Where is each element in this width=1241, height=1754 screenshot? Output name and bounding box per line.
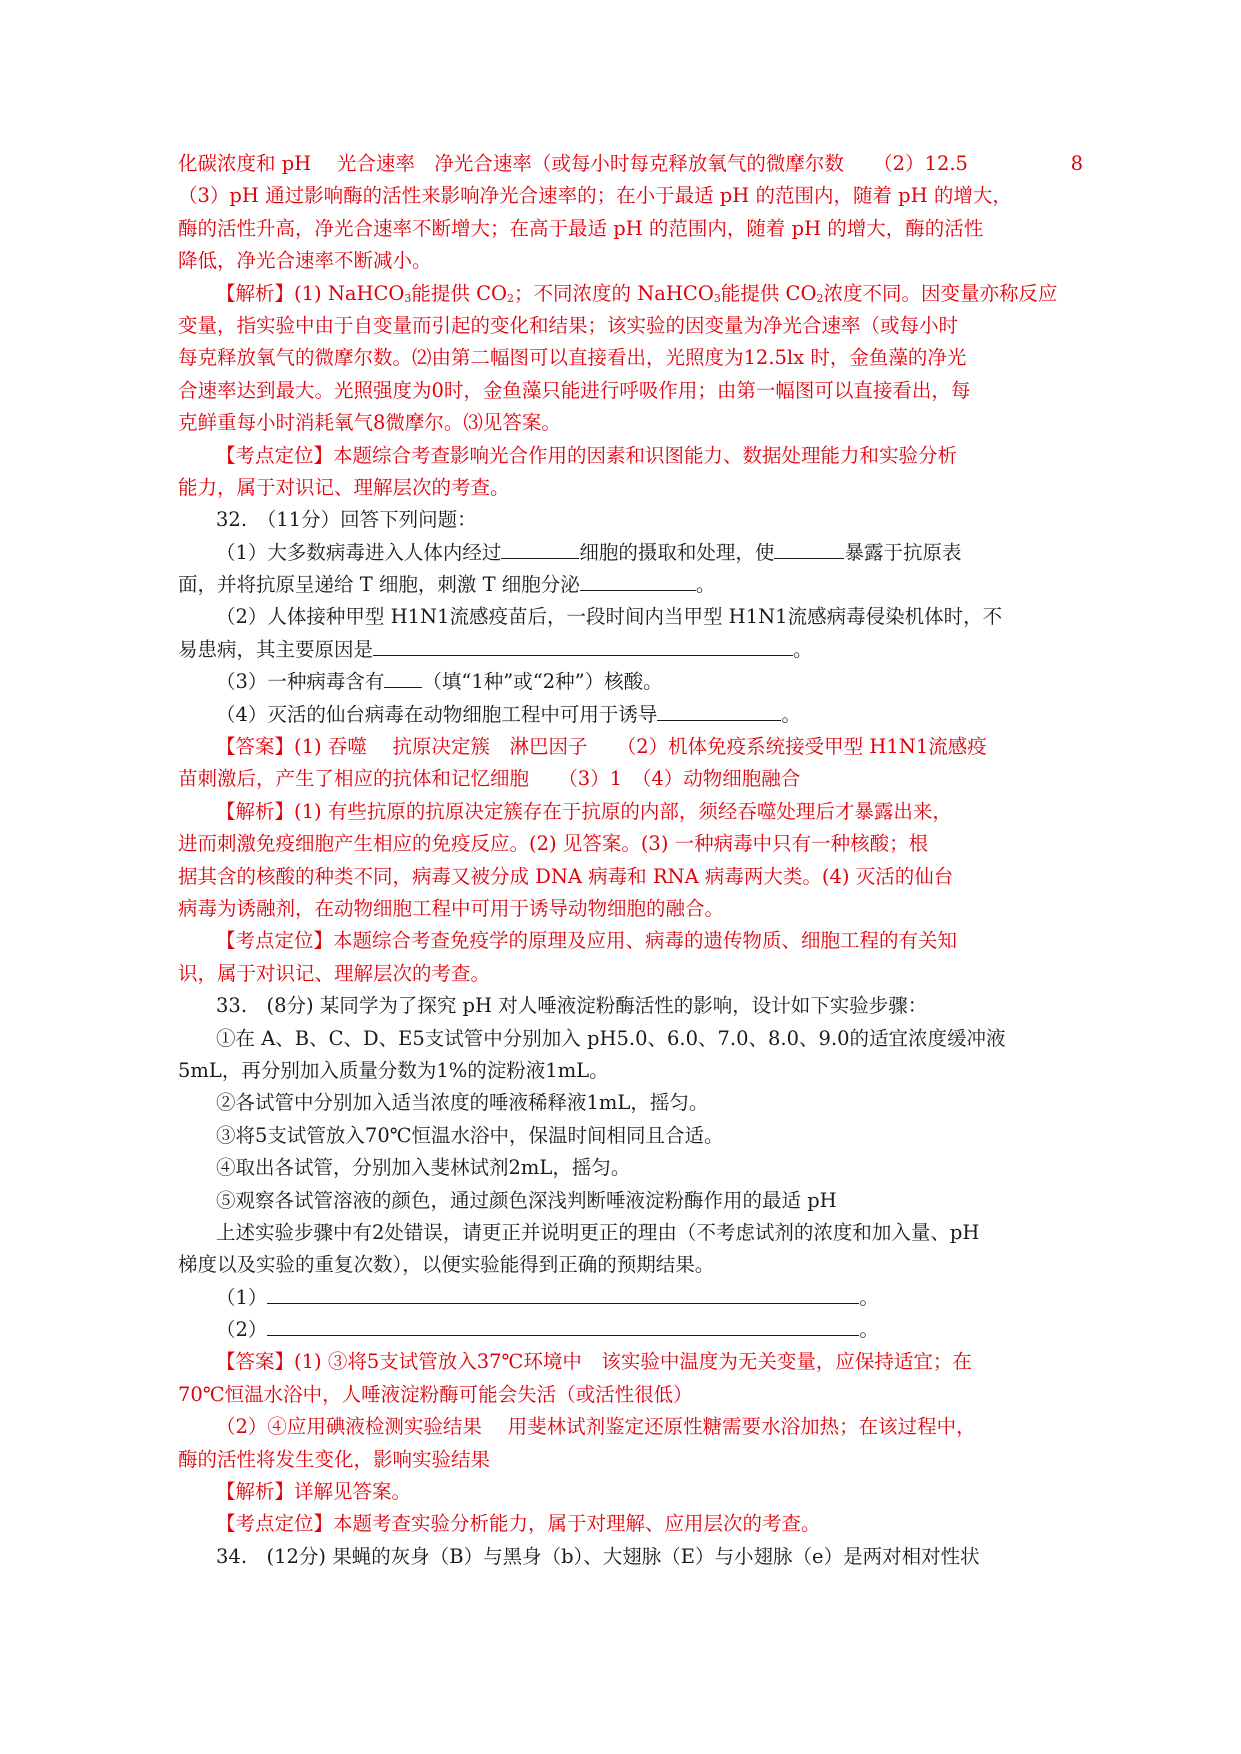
subscript: 3 <box>404 291 412 305</box>
kaodian-31-line-1: 【考点定位】本题综合考查影响光合作用的因素和识图能力、数据处理能力和实验分析 <box>216 443 958 467</box>
answer-33-line-1: 【答案】(1) ③将5支试管放入37℃环境中 该实验中温度为无关变量，应保持适宜；在 <box>216 1350 972 1374</box>
question-33-step-1: ①在 A、B、C、D、E5支试管中分别加入 pH5.0、6.0、7.0、8.0、9.0的适宜浓度缓冲液 <box>216 1026 1006 1050</box>
analysis-32-line-2: 进而刺激免疫细胞产生相应的免疫反应。(2) 见答案。(3) 一种病毒中只有一种核酸；根 <box>178 832 929 856</box>
answer-blank[interactable] <box>267 1314 859 1336</box>
answer-blank[interactable] <box>501 537 579 559</box>
question-text: （1）大多数病毒进入人体内经过 <box>216 540 502 564</box>
question-text: 。 <box>859 1318 879 1342</box>
kaodian-31-line-2: 能力，属于对识记、理解层次的考查。 <box>178 475 510 499</box>
answer-blank[interactable] <box>774 537 844 559</box>
question-33-blank-1 <box>178 1282 1083 1314</box>
analysis-32-line-3: 据其含的核酸的种类不同，病毒又被分成 DNA 病毒和 RNA 病毒两大类。(4) 灭活的仙台 <box>178 864 954 888</box>
question-text: 。 <box>793 637 813 661</box>
question-33-step-5: ⑤观察各试管溶液的颜色，通过颜色深浅判断唾液淀粉酶作用的最适 pH <box>216 1188 837 1212</box>
subscript: 2 <box>507 291 515 305</box>
question-33-blank-2 <box>178 1314 1083 1346</box>
question-32-part-3 <box>178 666 1083 698</box>
kaodian-32-line-1: 【考点定位】本题综合考查免疫学的原理及应用、病毒的遗传物质、细胞工程的有关知 <box>216 929 958 953</box>
subscript: 2 <box>816 291 824 305</box>
question-32-part-1 <box>178 537 1083 569</box>
question-32-part-2: （2）人体接种甲型 H1N1流感疫苗后，一段时间内当甲型 H1N1流感病毒侵染机体时，不 <box>216 605 1003 629</box>
question-text: （4）灭活的仙台病毒在动物细胞工程中可用于诱导 <box>216 702 658 726</box>
question-text: （1） <box>216 1285 268 1309</box>
analysis-33-line-1: 【解析】详解见答案。 <box>216 1480 412 1504</box>
question-32-part-2-cont <box>178 634 1083 666</box>
question-33-prompt-1: 上述实验步骤中有2处错误，请更正并说明更正的理由（不考虑试剂的浓度和加入量、pH <box>216 1220 980 1244</box>
analysis-31-line-3: 每克释放氧气的微摩尔数。⑵由第二幅图可以直接看出，光照度为12.5lx 时，金鱼藻的净光 <box>178 346 967 370</box>
answer-32-line-2: 苗刺激后，产生了相应的抗体和记忆细胞 （3）1 （4）动物细胞融合 <box>178 767 801 791</box>
answer-blank[interactable] <box>384 666 422 688</box>
question-33-step-4: ④取出各试管，分别加入斐林试剂2mL，摇匀。 <box>216 1156 631 1180</box>
answer-blank[interactable] <box>657 699 781 721</box>
answer-blank[interactable] <box>580 569 696 591</box>
question-34-title: 34. (12分) 果蝇的灰身（B）与黑身（b）、大翅脉（E）与小翅脉（e）是两对相对性状 <box>216 1544 980 1568</box>
answer-31-line-3: 酶的活性升高，净光合速率不断增大；在高于最适 pH 的范围内，随着 pH 的增大，酶的活性 <box>178 216 984 240</box>
question-33-step-2: ②各试管中分别加入适当浓度的唾液稀释液1mL，摇匀。 <box>216 1091 709 1115</box>
question-text: 。 <box>781 702 801 726</box>
kaodian-32-line-2: 识，属于对识记、理解层次的考查。 <box>178 961 491 985</box>
analysis-32-line-1: 【解析】(1) 有些抗原的抗原决定簇存在于抗原的内部，须经吞噬处理后才暴露出来， <box>216 799 952 823</box>
answer-31-line-2: （3）pH 通过影响酶的活性来影响净光合速率的；在小于最适 pH 的范围内，随着 pH 的增大， <box>178 184 1012 208</box>
question-text: 细胞的摄取和处理，使 <box>579 540 775 564</box>
analysis-31-text: 能提供 CO <box>720 281 817 305</box>
question-text: （2） <box>216 1318 268 1342</box>
question-text: 面，并将抗原呈递给 T 细胞，刺激 T 细胞分泌 <box>178 573 580 597</box>
analysis-32-line-4: 病毒为诱融剂，在动物细胞工程中可用于诱导动物细胞的融合。 <box>178 896 725 920</box>
question-text: 。 <box>695 573 716 597</box>
subscript: 3 <box>713 291 721 305</box>
analysis-31-line-5: 克鲜重每小时消耗氧气8微摩尔。⑶见答案。 <box>178 411 561 435</box>
answer-blank[interactable] <box>267 1282 859 1304</box>
analysis-31-text: ；不同浓度的 NaHCO <box>514 281 714 305</box>
document-body <box>178 148 1083 1573</box>
question-32-part-4 <box>178 699 1083 731</box>
question-32-title: 32. （11分）回答下列问题： <box>216 508 477 532</box>
kaodian-33-line-1: 【考点定位】本题考查实验分析能力，属于对理解、应用层次的考查。 <box>216 1512 821 1536</box>
answer-33-line-2: 70℃恒温水浴中，人唾液淀粉酶可能会失活（或活性很低） <box>178 1382 693 1406</box>
analysis-31-line-2: 变量，指实验中由于自变量而引起的变化和结果；该实验的因变量为净光合速率（或每小时 <box>178 313 959 337</box>
answer-33-line-4: 酶的活性将发生变化，影响实验结果 <box>178 1447 491 1471</box>
question-32-part-1-cont <box>178 569 1083 601</box>
answer-32-line-1: 【答案】(1) 吞噬 抗原决定簇 淋巴因子 （2）机体免疫系统接受甲型 H1N1流感疫 <box>216 735 987 759</box>
question-text: （填“1种”或“2种”）核酸。 <box>422 670 663 694</box>
question-33-title: 33. (8分) 某同学为了探究 pH 对人唾液淀粉酶活性的影响，设计如下实验步骤： <box>216 994 928 1018</box>
question-text: 。 <box>859 1285 879 1309</box>
answer-31-line-1 <box>178 148 1083 180</box>
question-text: 易患病，其主要原因是 <box>178 637 374 661</box>
analysis-31-line-1 <box>178 278 1083 310</box>
analysis-31-text: 能提供 CO <box>411 281 508 305</box>
answer-31-line-4: 降低，净光合速率不断减小。 <box>178 249 432 273</box>
question-33-prompt-2: 梯度以及实验的重复次数），以便实验能得到正确的预期结果。 <box>178 1253 715 1277</box>
answer-31-value: 8 <box>1070 152 1083 175</box>
question-text: 暴露于抗原表 <box>844 540 962 564</box>
question-33-step-1-cont: 5mL，再分别加入质量分数为1%的淀粉液1mL。 <box>178 1058 609 1082</box>
question-33-step-3: ③将5支试管放入70℃恒温水浴中，保温时间相同且合适。 <box>216 1123 724 1147</box>
answer-33-line-3: （2）④应用碘液检测实验结果 用斐林试剂鉴定还原性糖需要水浴加热；在该过程中， <box>216 1415 976 1439</box>
analysis-31-line-4: 合速率达到最大。光照强度为0时，金鱼藻只能进行呼吸作用；由第一幅图可以直接看出，每 <box>178 378 971 402</box>
analysis-31-text: 【解析】(1) NaHCO <box>216 281 405 305</box>
question-text: （3）一种病毒含有 <box>216 670 385 694</box>
answer-blank[interactable] <box>373 634 793 656</box>
answer-31-text: 化碳浓度和 pH 光合速率 净光合速率（或每小时每克释放氧气的微摩尔数 （2）12.5 <box>178 152 968 175</box>
analysis-31-text: 浓度不同。因变量亦称反应 <box>823 281 1058 305</box>
